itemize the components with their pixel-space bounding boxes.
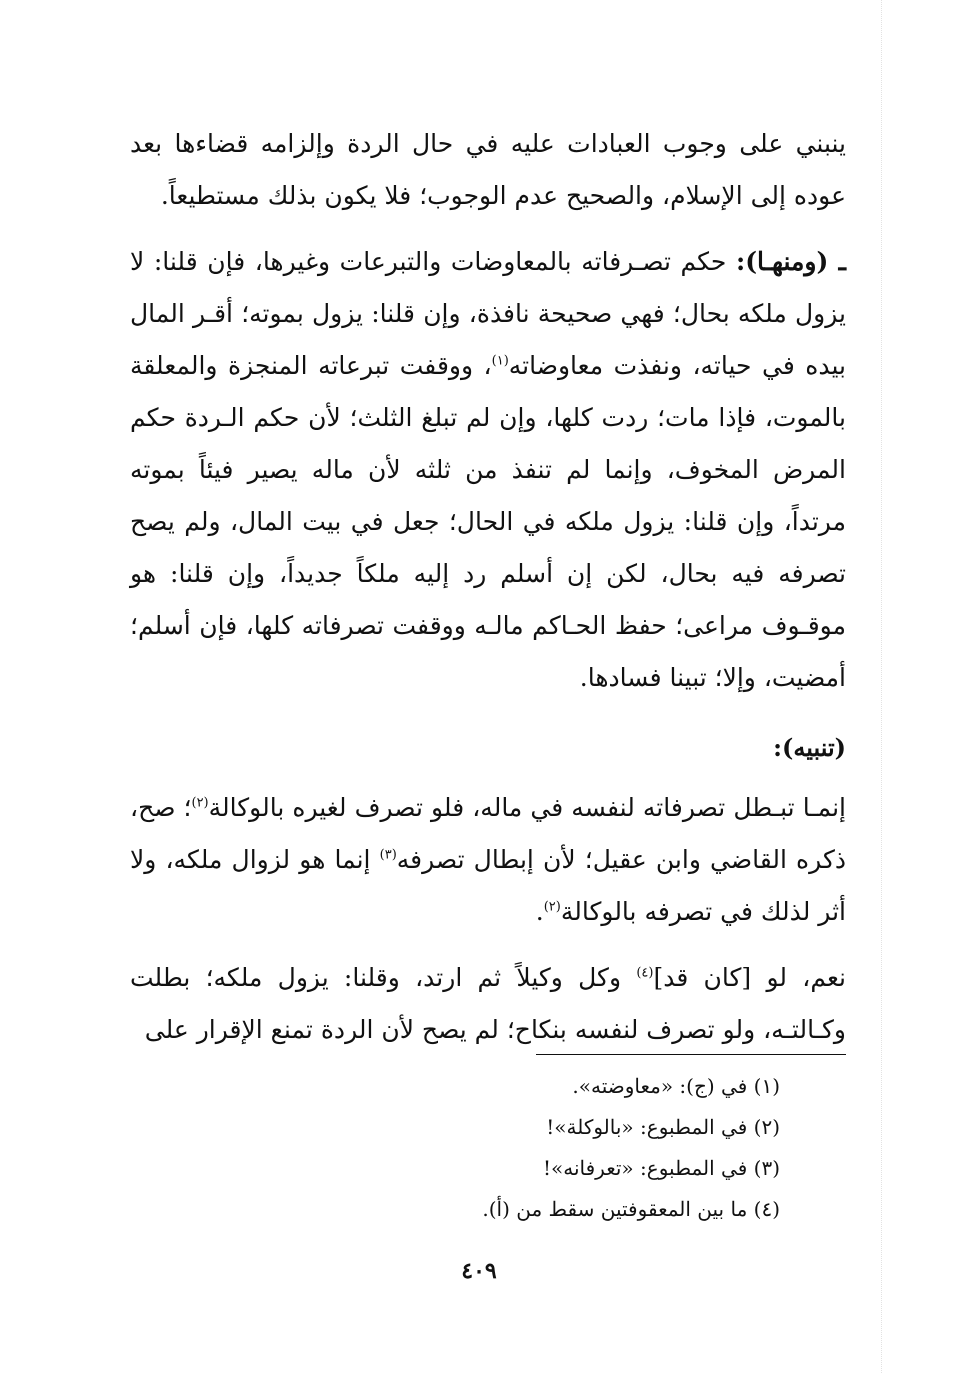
- paragraph-2-text-b: ، ووقفت تبرعاته المنجزة والمعلقة بالموت، فإذا مات؛ ردت كلها، وإن لم تبلغ الثلث؛ لأن حكم الـردة حكم المرض المخوف، وإنما لم تنفذ من ثلثه لأن ماله يصير فيئاً بموته مرتداً، وإن قلنا: يزول ملكه في الحال؛ جعل في بيت المال، ولم يصح تصرفه فيه بحال، لكن إن أسلم رد إليه ملكاً جديداً، وإن قلنا: هو موقـوف مراعى؛ حفظ الحـاكم مالـه ووقفت تصرفاته كلها، فإن أسلم؛ أمضيت، وإلا؛ تبينا فسادها.: [130, 351, 846, 692]
- page-number: ٤٠٩: [461, 1258, 497, 1284]
- footnote-4: (٤) ما بين المعقوفتين سقط من (أ).: [482, 1197, 780, 1221]
- footnote-ref-3[interactable]: (٣): [379, 847, 397, 863]
- paragraph-3-text-b: ؛ صح، ذكره القاضي وابن عقيل؛ لأن إبطال تصرفه: [130, 793, 846, 874]
- footnote-ref-2[interactable]: (٢): [191, 795, 209, 811]
- footnote-ref-2-repeat[interactable]: (٢): [543, 899, 561, 915]
- page-body: [130, 118, 846, 1056]
- margin-guide-line: [881, 0, 882, 1373]
- footnotes: [400, 1066, 780, 1230]
- paragraph-3: [130, 782, 846, 938]
- footnote-1: (١) في (ج): «معاوضته».: [572, 1074, 780, 1098]
- footnote-ref-4[interactable]: (٤): [636, 965, 654, 981]
- paragraph-3-text-c: إنما هو لزوال ملكه، ولا أثر لذلك في تصرفه بالوكالة: [130, 845, 846, 926]
- paragraph-2: [130, 236, 846, 704]
- paragraph-2-lead: ـ (ومنهـا):: [735, 247, 846, 276]
- paragraph-4-text-b: وكل وكيلاً ثم ارتد، وقلنا: يزول ملكه؛ بطلت وكـالتـه، ولو تصرف لنفسه بنكاح؛ لم يصح لأن الردة تمنع الإقرار على: [130, 963, 846, 1044]
- footnote-separator: [536, 1054, 846, 1055]
- footnote-2: (٢) في المطبوع: «بالوكلة»!: [546, 1115, 780, 1139]
- paragraph-2-text-a: حكم تصـرفاته بالمعاوضات والتبرعات وغيرها، فإن قلنا: لا يزول ملكه بحال؛ فهي صحيحة نافذة، وإن قلنا: يزول بموته؛ أقـر المال بيده في حياته، ونفذت معاوضاته: [130, 247, 847, 380]
- paragraph-3-text-d: .: [535, 897, 544, 926]
- paragraph-3-text-a: إنمـا تبـطل تصرفاته لنفسه في ماله، فلو تصرف لغيره بالوكالة: [208, 793, 847, 822]
- footnote-3: (٣) في المطبوع: «تعرفانه»!: [542, 1156, 780, 1180]
- paragraph-4-text-a: نعم، لو [كان قد]: [653, 963, 846, 992]
- section-heading-tanbih: (تنبيه):: [773, 733, 846, 762]
- footnote-ref-1[interactable]: (١): [491, 353, 509, 369]
- paragraph-4: [130, 952, 846, 1056]
- paragraph-1: ينبني على وجوب العبادات عليه في حال الردة وإلزامه قضاءها بعد عوده إلى الإسلام، والصحيح عدم الوجوب؛ فلا يكون بذلك مستطيعاً.: [130, 129, 846, 210]
